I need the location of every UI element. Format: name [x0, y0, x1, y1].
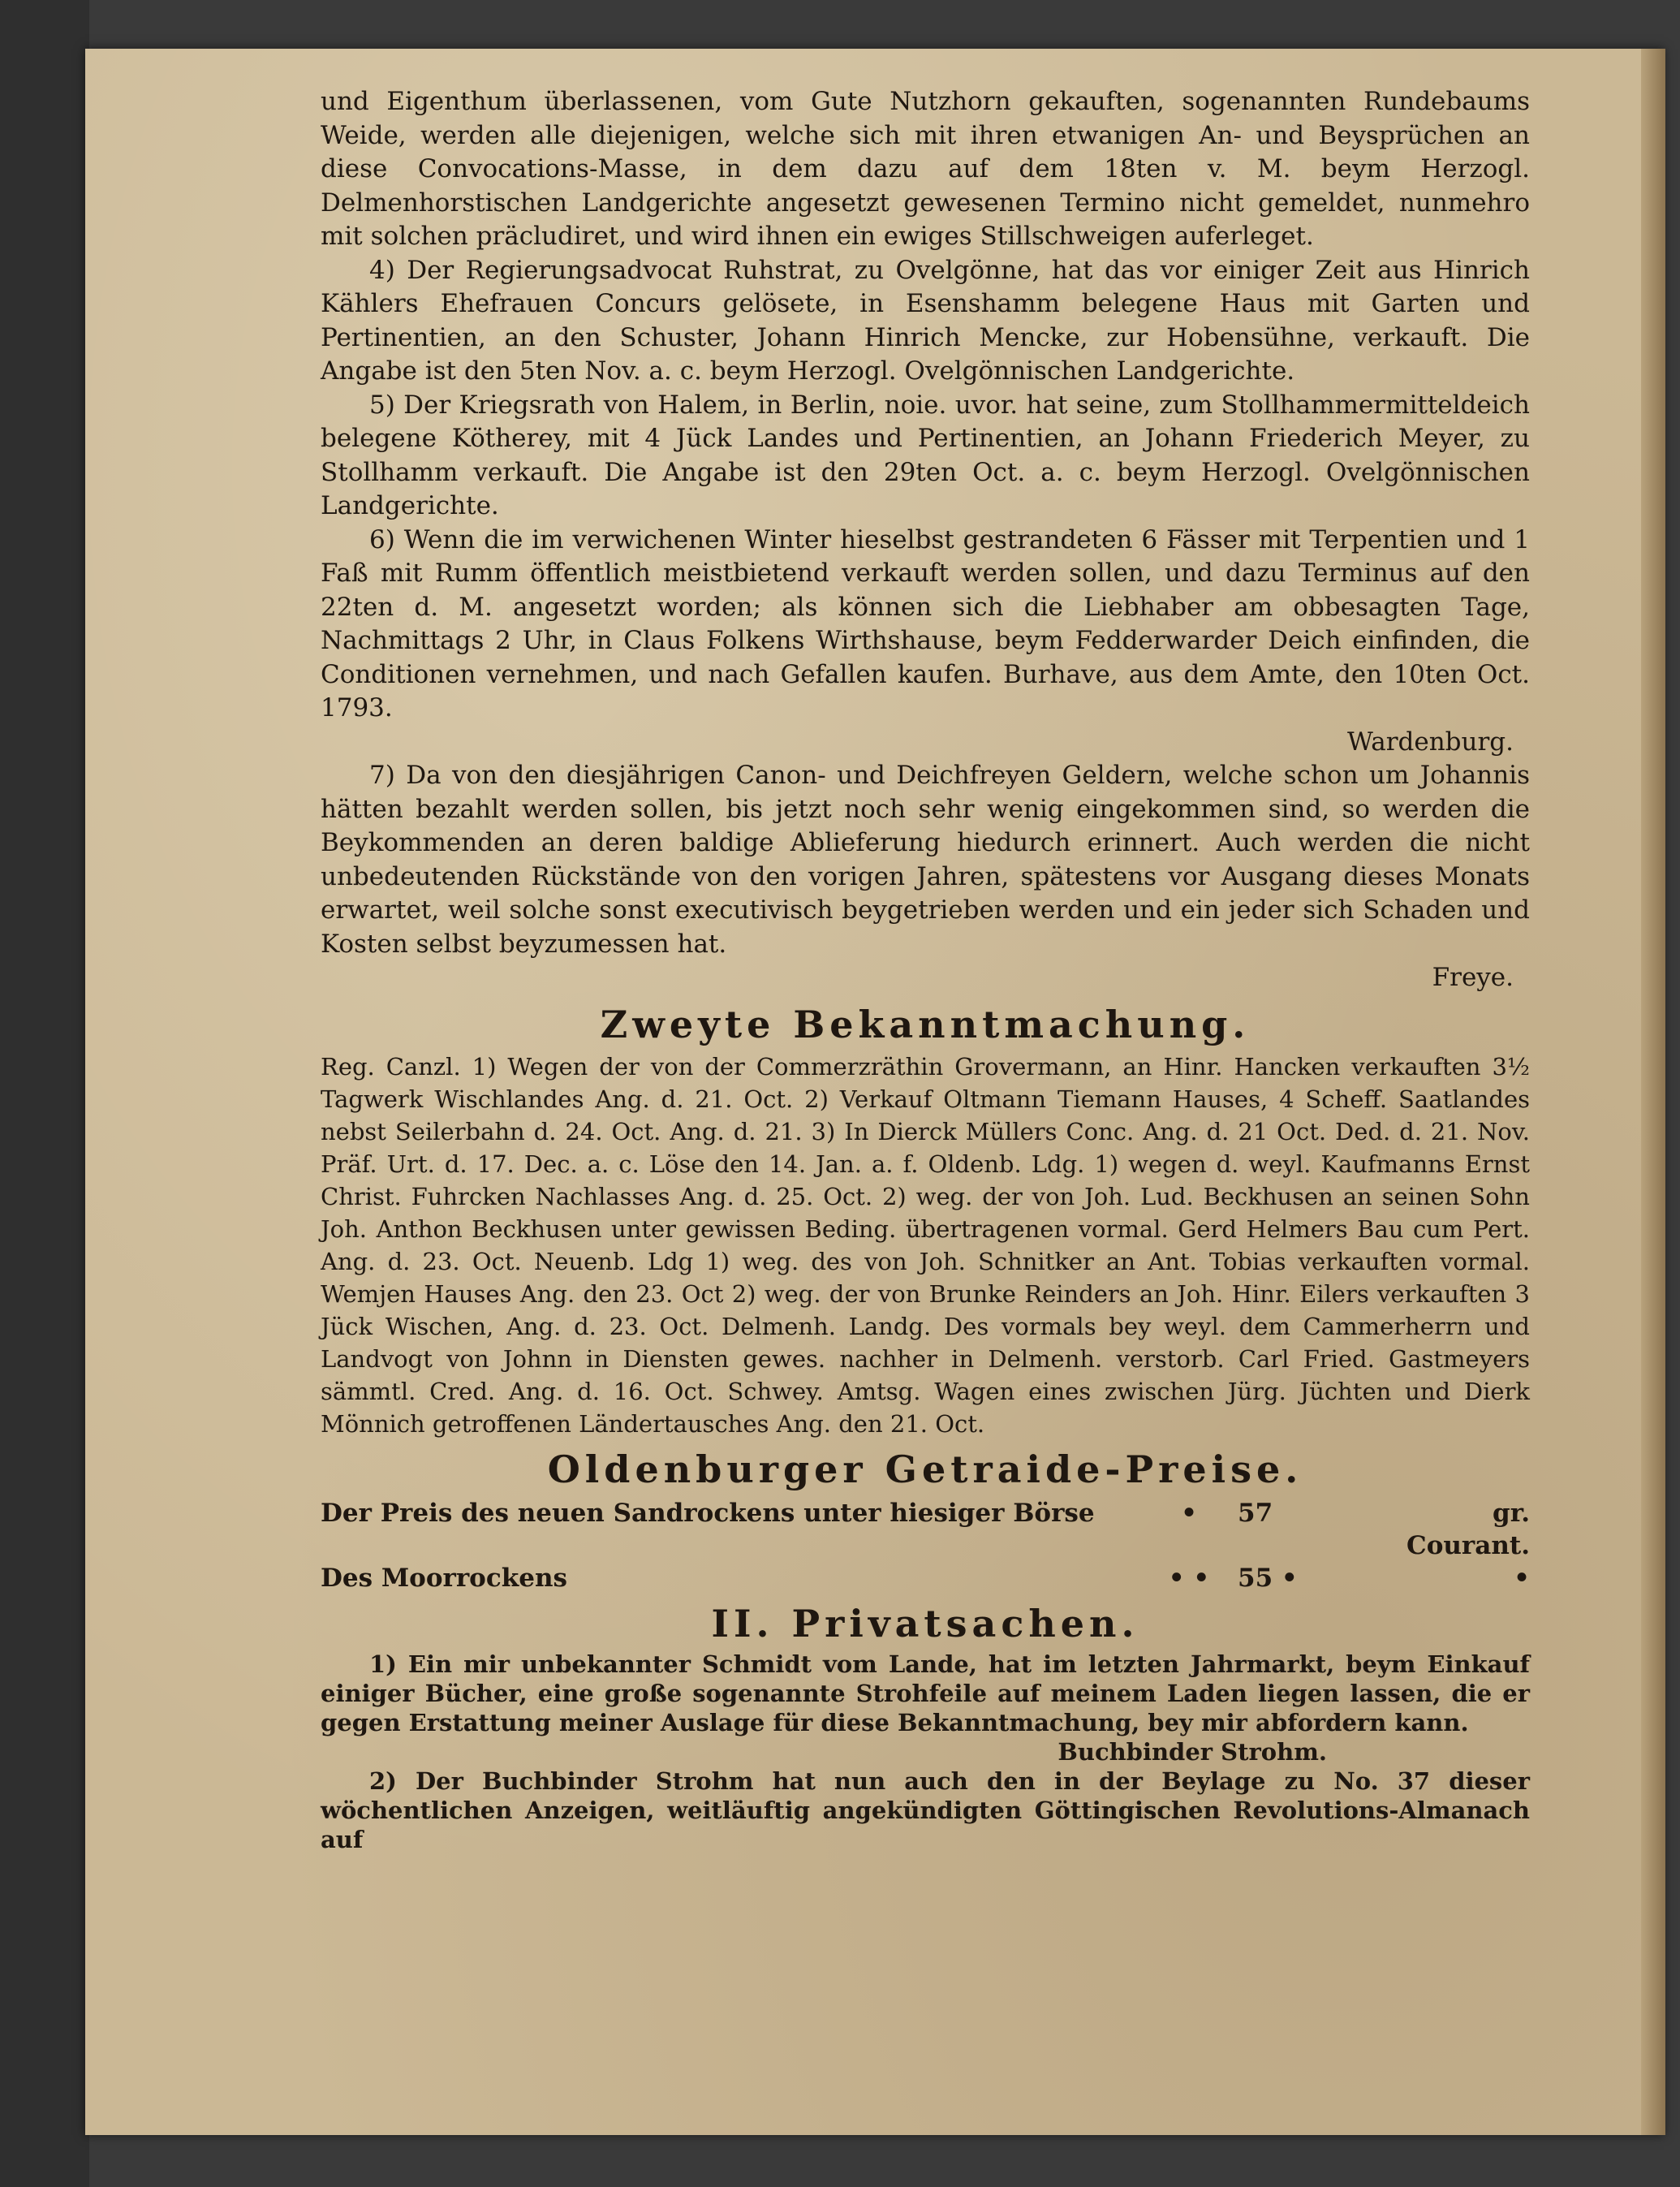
- price-value: 57: [1238, 1498, 1273, 1528]
- paragraph-5: 5) Der Kriegsrath von Halem, in Berlin, noie. uvor. hat seine, zum Stollhammermitteldeich belegene Kötherey, mit 4 Jück Landes und Pertinentien, an Johann Friederich Meyer, zu Stollhamm verkauft. Die Angabe ist den 29ten Oct. a. c. beym Herzogl. Ovelgönnischen Landgerichte.: [321, 390, 1530, 520]
- price-mark: •: [1181, 1498, 1197, 1528]
- paragraph-7: 7) Da von den diesjährigen Canon- und Deichfreyen Geldern, welche schon um Johannis hätten bezahlt werden sollen, bis jetzt noch sehr wenig eingekommen sind, so werden die Beykommenden an deren baldige Ablieferung hiedurch erinnert. Auch werden die nicht unbedeutenden Rückstände von den vorigen Jahren, spätestens vor Ausgang dieses Monats erwartet, weil solche sonst executivisch beygetrieben werden und ein jeder sich Schaden und Kosten selbst beyzumessen hat.: [321, 761, 1530, 959]
- price-row: [321, 1562, 1530, 1594]
- paragraph-6-signature: Wardenburg.: [1347, 727, 1514, 757]
- paragraph-3-continued: und Eigenthum überlassenen, vom Gute Nutzhorn gekauften, sogenannten Rundebaums Weide, werden alle diejenigen, welche sich mit ihren etwanigen An- und Beysprüchen an diese Convocations-Masse, in dem dazu auf dem 18ten v. M. beym Herzogl. Delmenhorstischen Landgerichte angesetzt gewesenen Termino nicht gemeldet, nunmehro mit solchen präcludiret, und wird ihnen ein ewiges Stillschweigen auferleget.: [321, 87, 1530, 251]
- private-notice-1: 1) Ein mir unbekannter Schmidt vom Lande, hat im letzten Jahrmarkt, beym Einkauf einiger Bücher, eine große sogenannte Strohfeile auf meinem Laden liegen lassen, die er gegen Erstattung meiner Auslage für diese Bekanntmachung, bey mir abfordern kann.: [321, 1650, 1530, 1736]
- price-mark: • •: [1168, 1563, 1210, 1593]
- zweyte-section: [321, 1050, 1530, 1440]
- zweyte-text: Reg. Canzl. 1) Wegen der von der Commerzräthin Grovermann, an Hinr. Hancken verkauften 3½ Tagwerk Wischlandes Ang. d. 21. Oct. 2) Verkauf Oltmann Tiemann Hauses, 4 Scheff. Saatlandes nebst Seilerbahn d. 24. Oct. Ang. d. 21. 3) In Dierck Müllers Conc. Ang. d. 21 Oct. Ded. d. 21. Nov. Präf. Urt. d. 17. Dec. a. c. Löse den 14. Jan. a. f. Oldenb. Ldg. 1) wegen d. weyl. Kaufmanns Ernst Christ. Fuhrcken Nachlasses Ang. d. 25. Oct. 2) weg. der von Joh. Lud. Beckhusen an seinen Sohn Joh. Anthon Beckhusen unter gewissen Beding. übertragenen vormal. Gerd Helmers Bau cum Pert. Ang. d. 23. Oct. Neuenb. Ldg 1) weg. des von Joh. Schnitker an Ant. Tobias verkauften vormal. Wemjen Hauses Ang. den 23. Oct 2) weg. der von Brunke Reinders an Joh. Hinr. Eilers verkauften 3 Jück Wischen, Ang. d. 23. Oct. Delmenh. Landg. Des vormals bey weyl. dem Cammerherrn und Landvogt von Johnn in Diensten gewes. nachher in Delmenh. verstorb. Carl Fried. Gastmeyers sämmtl. Cred. Ang. d. 16. Oct. Schwey. Amtsg. Wagen eines zwischen Jürg. Jüchten und Dierk Mönnich getroffenen Ländertausches Ang. den 21. Oct.: [321, 1052, 1530, 1438]
- scanner-background-left: [0, 0, 89, 2187]
- paragraph-4: 4) Der Regierungsadvocat Ruhstrat, zu Ovelgönne, hat das vor einiger Zeit aus Hinrich Kählers Ehefrauen Concurs gelösete, in Esenshamm belegene Haus mit Garten und Pertinentien, an den Schuster, Johann Hinrich Mencke, zur Hobensühne, verkauft. Die Angabe ist den 5ten Nov. a. c. beym Herzogl. Ovelgönnischen Landgerichte.: [321, 255, 1530, 386]
- page-text: [321, 85, 1530, 1854]
- paragraph-7-signature: Freye.: [1432, 963, 1514, 992]
- heading-zweyte-bekanntmachung: Zweyte Bekanntmachung.: [600, 1002, 1251, 1046]
- heading-privatsachen: II. Privatsachen.: [711, 1601, 1139, 1646]
- price-label: Der Preis des neuen Sandrockens unter hiesiger Börse: [321, 1498, 1095, 1528]
- price-label: Des Moorrockens: [321, 1563, 567, 1593]
- price-unit: gr. Courant.: [1406, 1498, 1530, 1560]
- price-table: [321, 1497, 1530, 1594]
- private-notice-1-signature: Buchbinder Strohm.: [1058, 1737, 1327, 1766]
- price-row: [321, 1497, 1530, 1562]
- private-notice-2: 2) Der Buchbinder Strohm hat nun auch den in der Beylage zu No. 37 dieser wöchentlichen Anzeigen, weitläuftig angekündigten Göttingischen Revolutions-Almanach auf: [321, 1766, 1530, 1853]
- price-unit: •: [1514, 1563, 1530, 1593]
- page-edge: [1641, 49, 1665, 2135]
- price-value: 55 •: [1238, 1563, 1298, 1593]
- privatsachen-section: [321, 1650, 1530, 1854]
- heading-getraide-preise: Oldenburger Getraide-Preise.: [547, 1447, 1303, 1491]
- paragraph-6: 6) Wenn die im verwichenen Winter hieselbst gestrandeten 6 Fässer mit Terpentien und 1 Faß mit Rumm öffentlich meistbietend verkauft werden sollen, und dazu Terminus auf den 22ten d. M. angesetzt worden; als können sich die Liebhaber am obbesagten Tage, Nachmittags 2 Uhr, in Claus Folkens Wirthshause, beym Fedderwarder Deich einfinden, die Conditionen vernehmen, und nach Gefallen kaufen. Burhave, aus dem Amte, den 10ten Oct. 1793.: [321, 524, 1530, 723]
